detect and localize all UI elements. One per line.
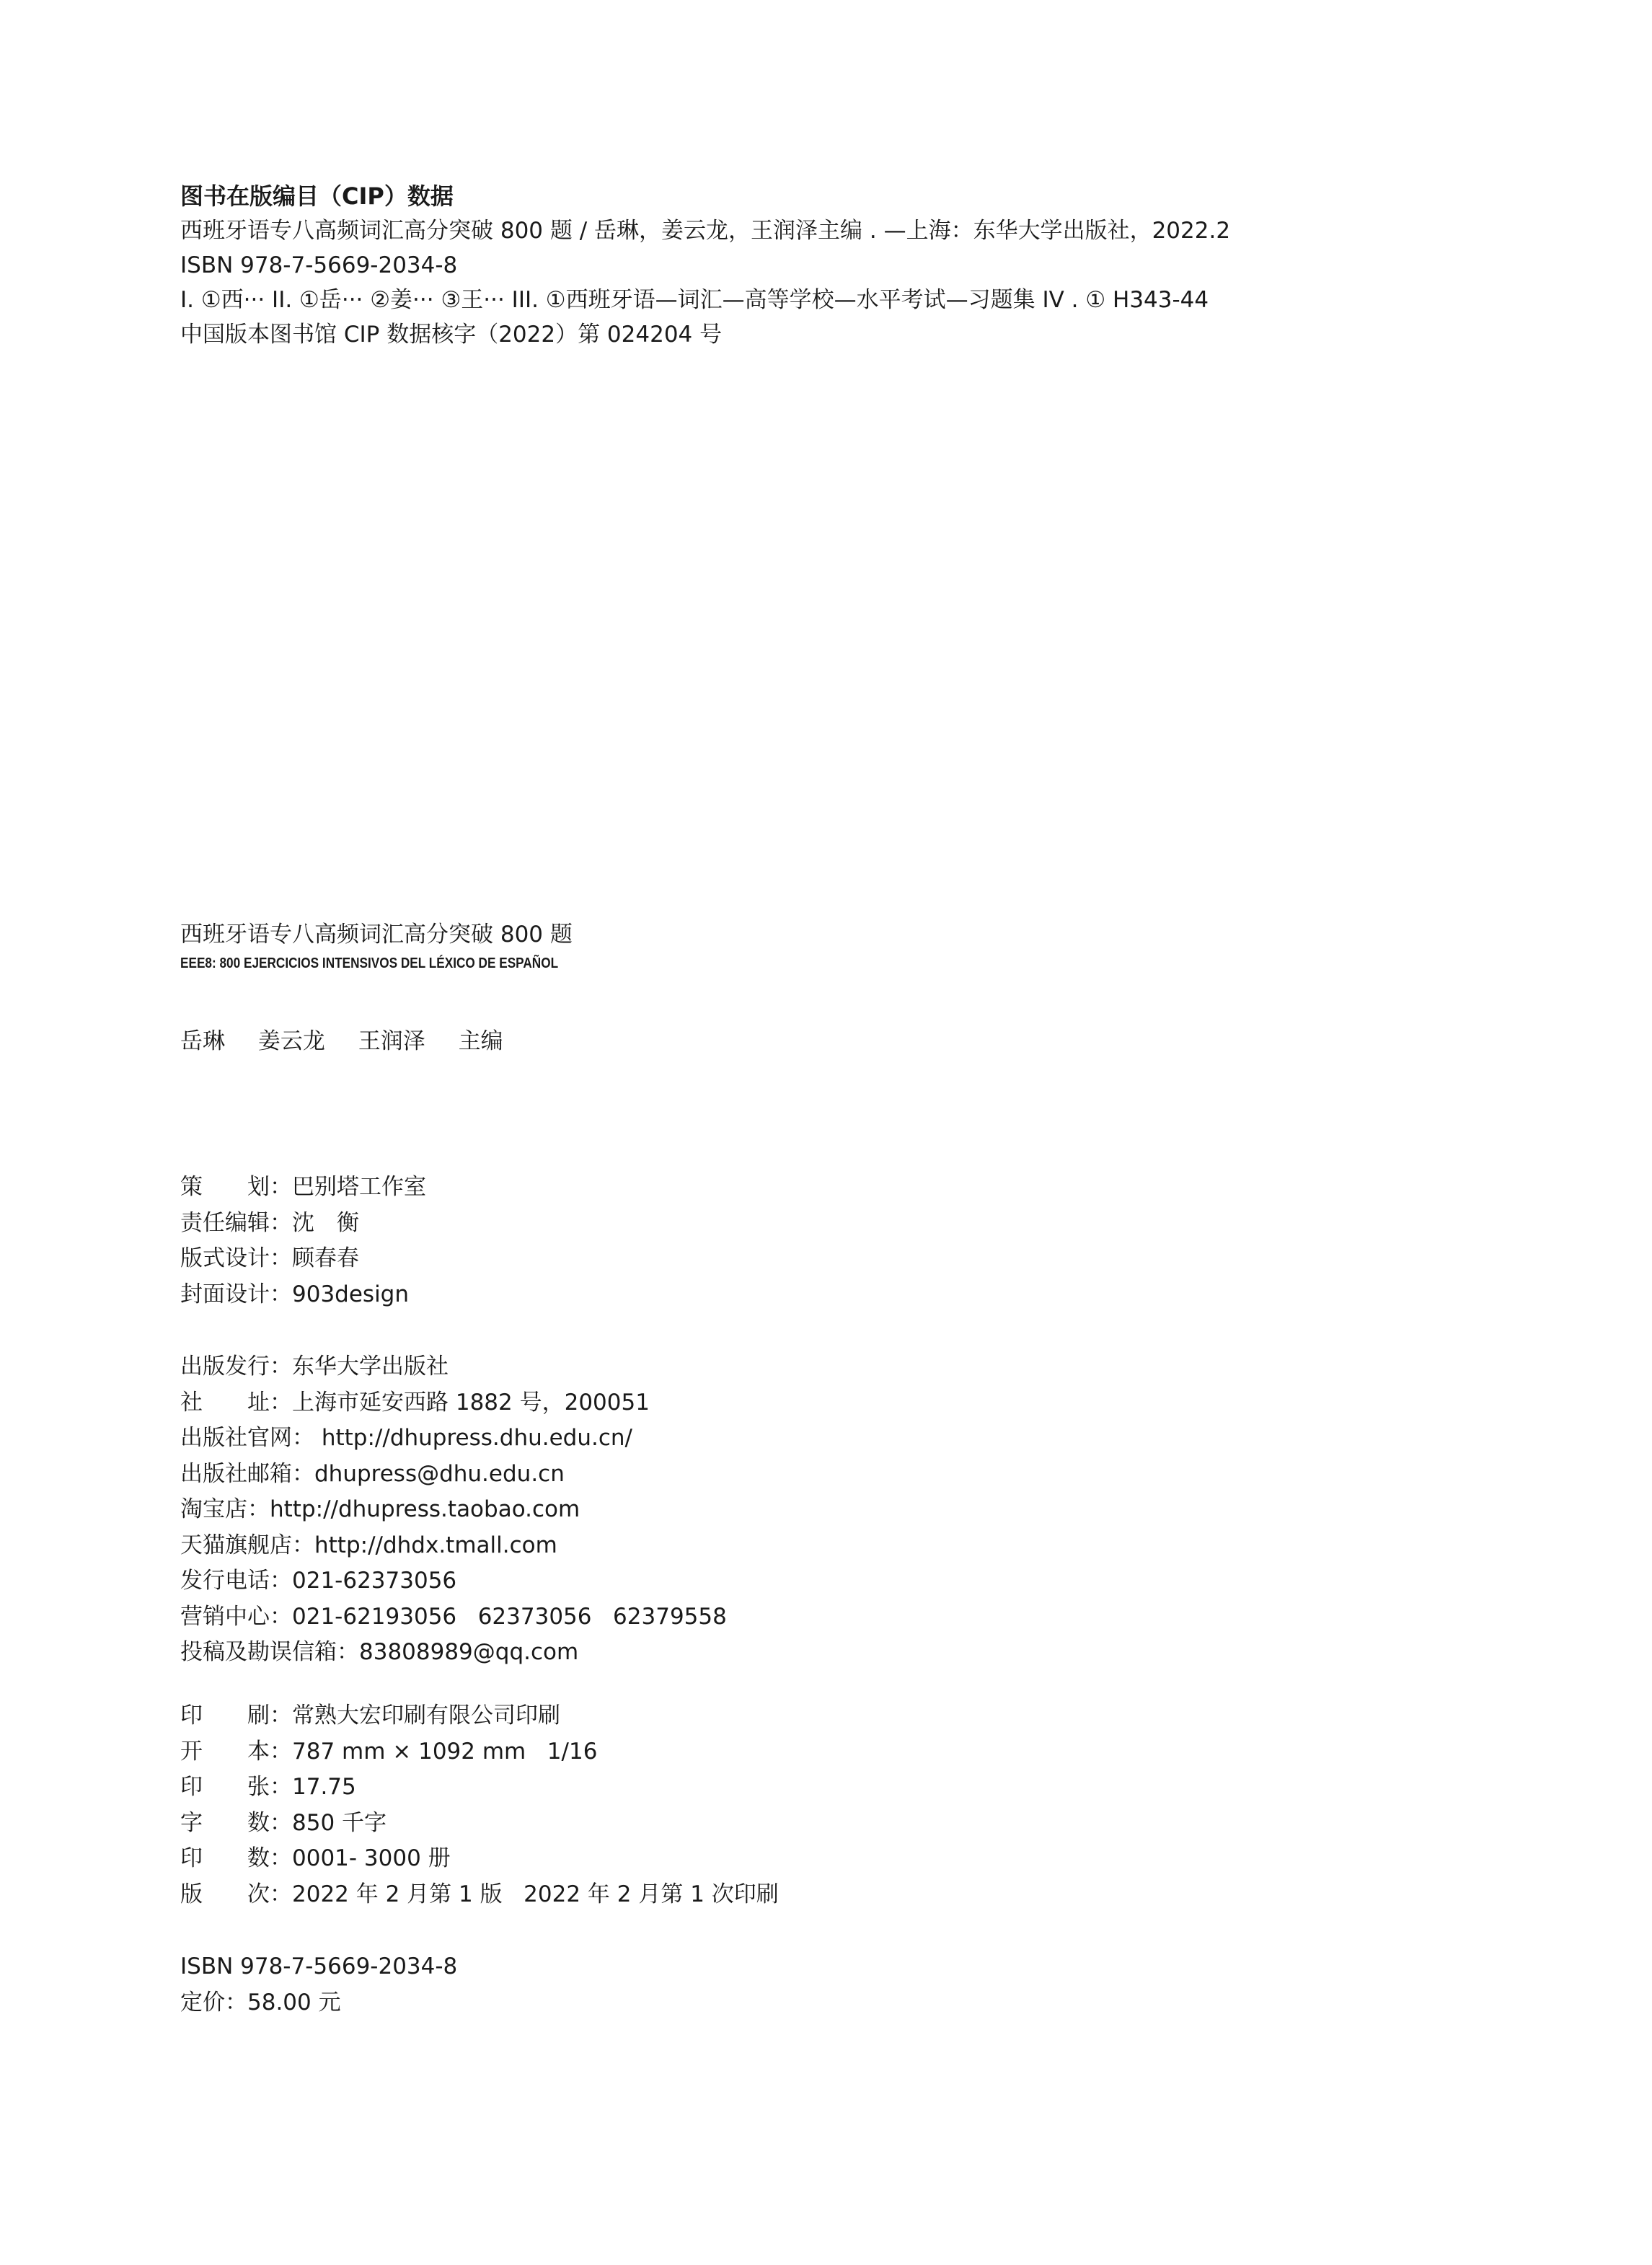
cip-line-title: 西班牙语专八高频词汇高分突破 800 题 / 岳琳，姜云龙，王润泽主编 . —上海：东华大学出版社，2022.2	[180, 218, 1231, 244]
field-separator: ：	[225, 1989, 247, 2015]
field-label: 出版发行	[180, 1354, 270, 1379]
footer-block	[180, 1949, 457, 2021]
field-label: 发行电话	[180, 1568, 270, 1594]
field-value: 787 mm × 1092 mm 1/16	[292, 1738, 598, 1765]
book-title-zh: 西班牙语专八高频词汇高分突破 800 题	[180, 922, 573, 948]
field-label: 天猫旗舰店	[180, 1532, 292, 1558]
field-separator: ：	[270, 1774, 292, 1800]
field-separator: ：	[247, 1496, 270, 1522]
field-label: 版 次	[180, 1881, 270, 1907]
title-block	[180, 917, 619, 975]
taobao-link: http://dhupress.taobao.com	[270, 1496, 580, 1522]
field-separator: ：	[337, 1639, 359, 1665]
field-separator: ：	[292, 1532, 314, 1558]
publisher-block	[180, 1349, 727, 1671]
cip-line-approval: 中国版本图书馆 CIP 数据核字（2022）第 024204 号	[180, 322, 723, 348]
field-separator: ：	[270, 1603, 292, 1630]
tmall-link: http://dhdx.tmall.com	[314, 1532, 557, 1558]
cip-line-isbn: ISBN 978-7-5669-2034-8	[180, 252, 458, 278]
cip-heading: 图书在版编目（CIP）数据	[180, 182, 454, 210]
field-label: 策 划	[180, 1174, 270, 1200]
publisher-row	[180, 1492, 727, 1528]
printing-row	[180, 1734, 779, 1770]
price-row	[180, 1985, 457, 2021]
publisher-row	[180, 1599, 727, 1635]
field-label: 淘宝店	[180, 1496, 247, 1522]
field-value: 2022 年 2 月第 1 版 2022 年 2 月第 1 次印刷	[292, 1881, 779, 1907]
printing-row	[180, 1770, 779, 1806]
book-title-en: EEE8: 800 EJERCICIOS INTENSIVOS DEL LÉXICO DE ESPAÑOL	[180, 955, 559, 971]
field-label: 出版社官网	[180, 1425, 292, 1451]
field-label: 印 张	[180, 1774, 270, 1800]
field-value: 顾春春	[292, 1245, 359, 1271]
field-label: 版式设计	[180, 1245, 270, 1271]
field-separator: ：	[270, 1809, 292, 1836]
printing-row	[180, 1877, 779, 1913]
editor-name: 岳琳	[180, 1028, 225, 1054]
field-label: 营销中心	[180, 1603, 270, 1630]
printing-block	[180, 1698, 779, 1912]
field-label: 开 本	[180, 1738, 270, 1765]
field-label: 责任编辑	[180, 1209, 270, 1236]
staff-block	[180, 1170, 426, 1312]
field-value: 沈 衡	[292, 1209, 359, 1236]
field-separator: ：	[270, 1389, 292, 1416]
field-label: 封面设计	[180, 1281, 270, 1307]
email-value: dhupress@dhu.edu.cn	[314, 1460, 565, 1487]
publisher-row	[180, 1563, 727, 1599]
email-value: 83808989@qq.com	[359, 1639, 579, 1665]
field-separator: ：	[292, 1425, 314, 1451]
website-link: http://dhupress.dhu.edu.cn/	[314, 1425, 632, 1451]
field-value: 850 千字	[292, 1809, 387, 1836]
field-value: 17.75	[292, 1774, 356, 1800]
footer-isbn: ISBN 978-7-5669-2034-8	[180, 1953, 458, 1979]
field-separator: ：	[270, 1354, 292, 1379]
field-separator: ：	[270, 1174, 292, 1200]
cip-block	[180, 179, 1230, 352]
printing-row	[180, 1806, 779, 1842]
staff-row	[180, 1206, 426, 1242]
field-separator: ：	[292, 1460, 314, 1487]
field-label: 印 数	[180, 1845, 270, 1871]
publisher-row	[180, 1457, 727, 1493]
field-value: 903design	[292, 1281, 410, 1307]
field-label: 社 址	[180, 1389, 270, 1416]
field-value: 巴别塔工作室	[292, 1174, 426, 1200]
editor-name: 姜云龙	[257, 1028, 325, 1054]
field-separator: ：	[270, 1568, 292, 1594]
phone-value: 021-62193056 62373056 62379558	[292, 1603, 727, 1630]
field-label: 字 数	[180, 1809, 270, 1836]
editor-role: 主编	[458, 1028, 503, 1054]
price-value: 58.00 元	[247, 1989, 341, 2015]
printing-row	[180, 1841, 779, 1877]
field-separator: ：	[270, 1281, 292, 1307]
field-separator: ：	[270, 1209, 292, 1236]
field-separator: ：	[270, 1703, 292, 1728]
field-separator: ：	[270, 1245, 292, 1271]
field-value: 0001- 3000 册	[292, 1845, 451, 1871]
field-value: 常熟大宏印刷有限公司印刷	[292, 1703, 560, 1728]
field-value: 东华大学出版社	[292, 1354, 449, 1379]
staff-row	[180, 1241, 426, 1277]
phone-value: 021-62373056	[292, 1568, 457, 1594]
field-label: 印 刷	[180, 1703, 270, 1728]
staff-row	[180, 1170, 426, 1206]
publisher-row	[180, 1421, 727, 1457]
field-separator: ：	[270, 1845, 292, 1871]
cip-line-classification: I. ①西··· II. ①岳··· ②姜··· ③王··· III. ①西班牙语—词汇—高等学校—水平考试—习题集 IV . ① H343-44	[180, 287, 1209, 313]
field-label: 出版社邮箱	[180, 1460, 292, 1487]
editor-name: 王润泽	[358, 1028, 425, 1054]
printing-row	[180, 1698, 779, 1734]
field-label: 投稿及勘误信箱	[180, 1639, 337, 1665]
editors	[180, 1024, 529, 1059]
publisher-row	[180, 1528, 727, 1564]
staff-row	[180, 1277, 426, 1313]
price-label: 定价	[180, 1989, 225, 2015]
publisher-row	[180, 1349, 727, 1385]
field-separator: ：	[270, 1881, 292, 1907]
field-separator: ：	[270, 1738, 292, 1765]
field-value: 上海市延安西路 1882 号，200051	[292, 1389, 650, 1416]
publisher-row	[180, 1385, 727, 1421]
publisher-row	[180, 1635, 727, 1671]
